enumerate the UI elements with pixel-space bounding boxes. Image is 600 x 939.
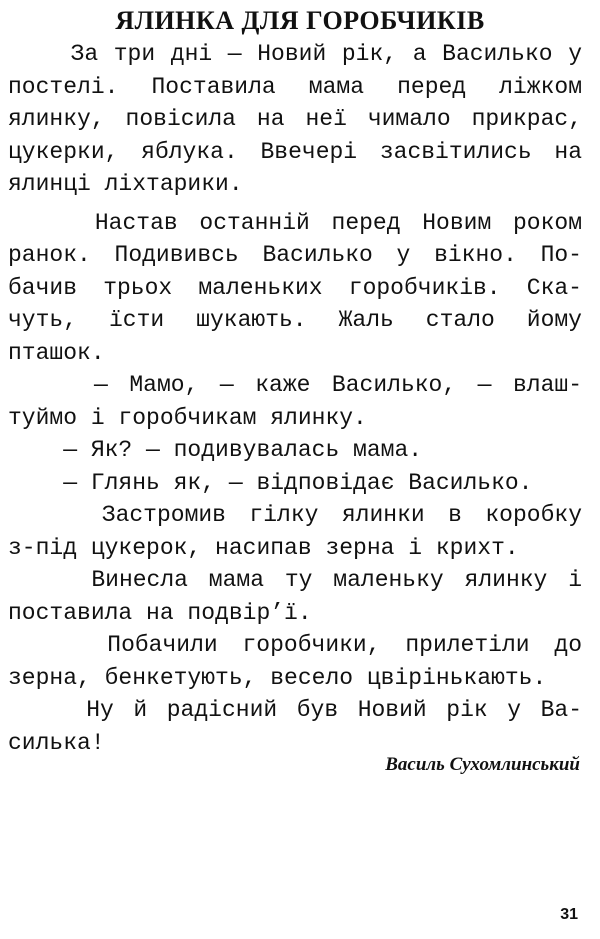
text-line: — Глянь як, — відповідає Василько. bbox=[8, 469, 533, 496]
text-line: пташок. bbox=[8, 339, 105, 366]
text-line: За три дні — Новий рік, а Василько у bbox=[8, 41, 582, 67]
author-signature: Василь Сухомлинський bbox=[385, 754, 580, 775]
text-line: поставила на подвір’ї. bbox=[8, 599, 312, 626]
story-text bbox=[8, 38, 582, 759]
text-line: Побачили горобчики, прилетіли до bbox=[8, 632, 582, 658]
story-title: ЯЛИНКА ДЛЯ ГОРОБЧИКІВ bbox=[115, 6, 485, 35]
text-line: з-під цукерок, насипав зерна і крихт. bbox=[8, 534, 519, 561]
text-line: зерна, бенкетують, весело цвірінькають. bbox=[8, 664, 547, 691]
text-line: Ну й радісний був Новий рік у Ва- bbox=[8, 697, 582, 723]
text-line: Винесла мама ту маленьку ялинку і bbox=[8, 567, 582, 593]
text-line: ялинці ліхтарики. bbox=[8, 171, 243, 197]
text-line: ялинку, повісила на неї чимало прикрас, bbox=[8, 106, 582, 132]
text-line: цукерки, яблука. Ввечері засвітились на bbox=[8, 138, 582, 165]
text-line: постелі. Поставила мама перед ліжком bbox=[8, 73, 582, 100]
page-number: 31 bbox=[560, 906, 578, 923]
text-line: Настав останній перед Новим роком bbox=[8, 209, 582, 236]
text-line: туймо і горобчикам ялинку. bbox=[8, 404, 367, 431]
text-line: — Мамо, — каже Василько, — влаш- bbox=[8, 372, 582, 398]
text-line: силька! bbox=[8, 729, 105, 756]
text-line: ранок. Подививсь Василько у вікно. По- bbox=[8, 242, 582, 268]
text-line: — Як? — подивувалась мама. bbox=[8, 437, 423, 463]
text-line: бачив трьох маленьких горобчиків. Ска- bbox=[8, 274, 582, 301]
text-line: Застромив гілку ялинки в коробку bbox=[8, 502, 582, 528]
text-line: чуть, їсти шукають. Жаль стало йому bbox=[8, 307, 582, 333]
